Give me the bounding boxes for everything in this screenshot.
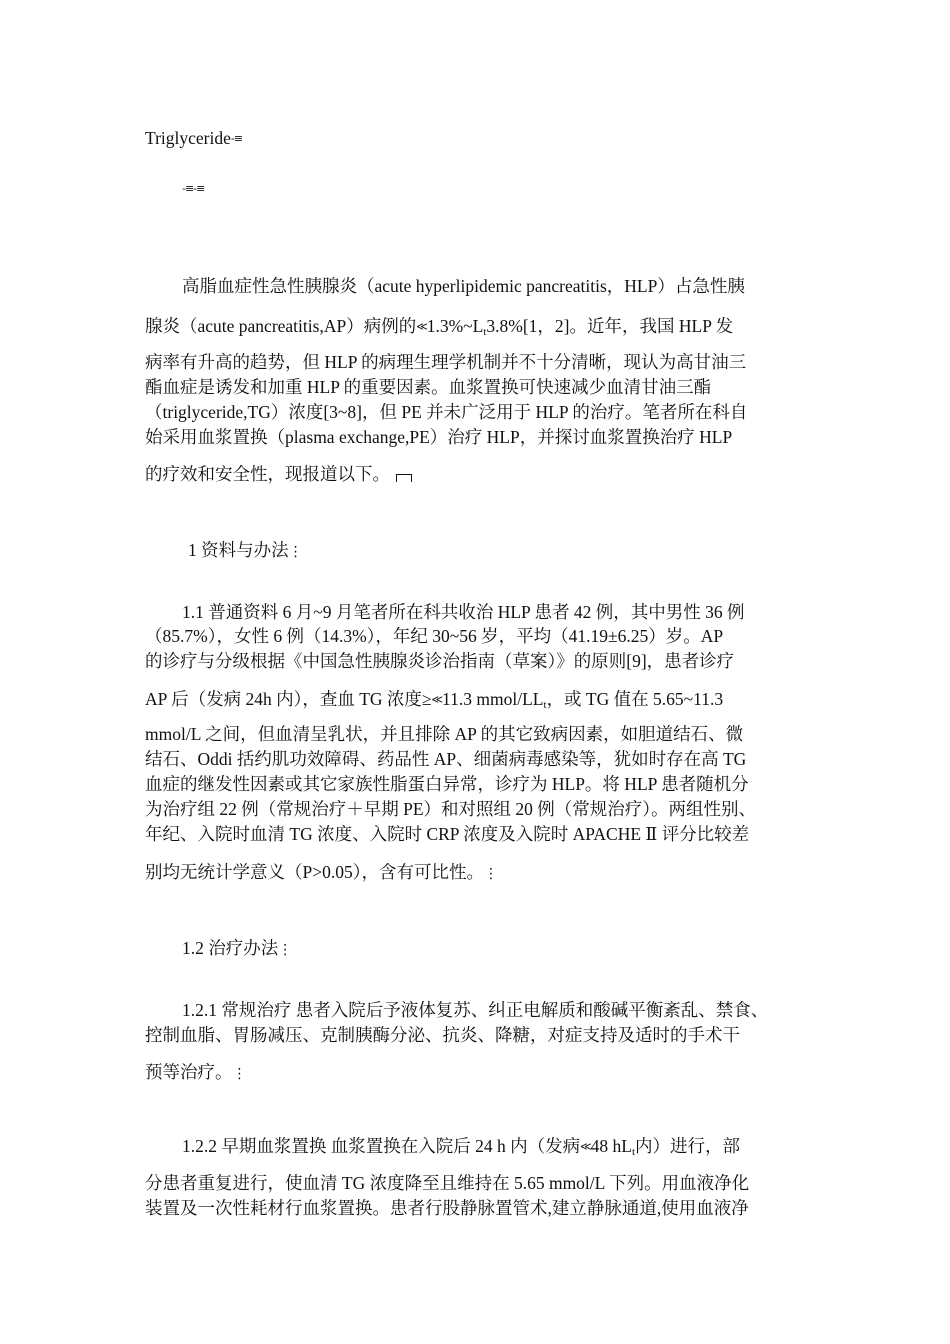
s11-line-4: AP 后（发病 24h 内），查血 TG 浓度≥≪11.3 mmol/$LL_t$，或 TG 值在 5.65~11.3 [145,689,724,711]
ellipsis-mark: ⋮ [278,942,293,958]
intro-line-3: 病率有升高的趋势，但 HLP 的病理生理学机制并不十分清晰，现认为高甘油三 [145,352,747,372]
s11-line-5: mmol/L 之间，但血清呈乳状，并且排除 AP 的其它致病因素，如胆道结石、微 [145,724,744,744]
s11-line-3: 的诊疗与分级根据《中国急性胰腺炎诊治指南（草案）》的原则[9]，患者诊疗 [145,651,735,671]
s11-line-9: 年纪、入院时血清 TG 浓度、入院时 CRP 浓度及入院时 APACHE Ⅱ 评分比较差 [145,824,750,844]
s122-line-2: 分患者重复进行，使血清 TG 浓度降至且维持在 5.65 mmol/L 下列。用血液净化 [145,1173,750,1193]
intro-line-7: 的疗效和安全性，现报道以下。 [145,464,412,484]
s121-line-3: 预等治疗。⋮ [145,1062,247,1082]
s11-line-8: 为治疗组 22 例（常规治疗＋早期 PE）和对照组 20 例（常规治疗）。两组性别、 [145,799,757,819]
s121-line-2: 控制血脂、胃肠减压、克制胰酶分泌、抗炎、降糖，对症支持及适时的手术干 [145,1025,740,1045]
section-1-2-heading: 1.2 治疗办法⋮ [182,938,293,958]
header-title [145,128,242,149]
s11-line-7: 血症的继发性因素或其它家族性脂蛋白异常，诊疗为 HLP。将 HLP 患者随机分 [145,774,749,794]
intro-line-2: 腺炎（acute pancreatitis,AP）病例的$≪1.3\%\sim L_t3.8\%[1$，2]。近年，我国 HLP 发 [145,316,734,338]
s122-line-1: 1.2.2 早期血浆置换 血浆置换在入院后 24 h 内（发病≪48 $hL_t$内）进行，部 [182,1136,741,1158]
note-mark: ≪ [580,1140,591,1153]
title-mark: -≡ [230,132,243,145]
header-sub-mark: -≡-≡ [182,182,205,195]
intro-line-1: 高脂血症性急性胰腺炎（acute hyperlipidemic pancreatitis，HLP）占急性胰 [182,276,745,296]
note-mark: ≪ [416,320,427,333]
section-1-heading: 1 资料与办法⋮ [188,540,303,560]
s11-line-1: 1.1 普通资料 6 月~9 月笔者所在科共收治 HLP 患者 42 例，其中男性 36 例 [182,602,745,622]
s121-line-1: 1.2.1 常规治疗 患者入院后予液体复苏、纠正电解质和酸碱平衡紊乱、禁食、 [182,1000,769,1020]
s122-line-3: 装置及一次性耗材行血浆置换。患者行股静脉置管术,建立静脉通道,使用血液净 [145,1198,749,1218]
intro-line-4: 酯血症是诱发和加重 HLP 的重要因素。血浆置换可快速减少血清甘油三酯 [145,377,712,397]
ellipsis-mark: ⋮ [232,1066,247,1082]
intro-line-6: 始采用血浆置换（plasma exchange,PE）治疗 HLP，并探讨血浆置换治疗 HLP [145,427,733,447]
intro-line-5: （triglyceride,TG）浓度[3~8]，但 PE 并未广泛用于 HLP 的治疗。笔者所在科自 [145,402,748,422]
s11-line-6: 结石、Oddi 括约肌功效障碍、药品性 AP、细菌病毒感染等，犹如时存在高 TG [145,749,747,769]
title-text: Triglyceride [145,128,231,148]
ellipsis-mark: ⋮ [288,544,303,560]
s11-line-10: 别均无统计学意义（P>0.05），含有可比性。⋮ [145,862,498,882]
note-mark: ≪ [431,693,443,706]
paragraph-mark-icon [396,474,412,482]
ellipsis-mark: ⋮ [483,866,498,882]
s11-line-2: （85.7%），女性 6 例（14.3%），年纪 30~56 岁，平均（41.19±6.25）岁。AP [145,626,724,646]
